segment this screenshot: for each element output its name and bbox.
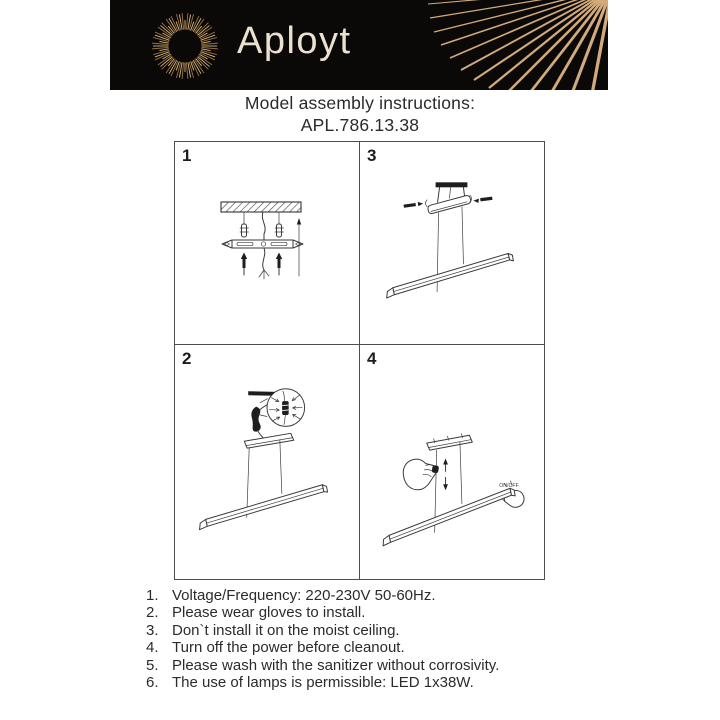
instruction-item (146, 604, 596, 621)
item-number: 4. (146, 639, 159, 657)
step-3-drawing (360, 142, 544, 344)
assembly-steps-grid (174, 141, 545, 580)
step-number: 2 (182, 349, 192, 368)
step-number: 3 (367, 146, 377, 165)
item-text: The use of lamps is permissible: LED 1x38W. (172, 674, 474, 692)
item-number: 2. (146, 604, 159, 622)
instruction-item (146, 587, 596, 604)
item-text: Voltage/Frequency: 220-230V 50-60Hz. (172, 587, 436, 604)
instruction-item (146, 639, 596, 656)
step-number: 4 (367, 349, 377, 368)
on-off-label: ON/OFF (499, 482, 519, 489)
item-text: Please wear gloves to install. (172, 604, 366, 622)
instruction-item (146, 622, 596, 639)
instruction-item (146, 674, 596, 691)
title-block (0, 92, 720, 136)
item-number: 6. (146, 674, 159, 692)
step-number: 1 (182, 146, 192, 165)
instruction-item (146, 657, 596, 674)
step-4-drawing (360, 345, 544, 579)
item-text: Turn off the power before cleanout. (172, 639, 405, 657)
step-1-panel (175, 142, 360, 345)
page-title: Model assembly instructions: (244, 93, 476, 113)
step-2-panel (175, 345, 360, 579)
item-text: Don`t install it on the moist ceiling. (172, 621, 400, 639)
item-number: 3. (146, 621, 159, 639)
step-3-panel (360, 142, 544, 345)
brand-wordmark: Aployt (237, 20, 352, 62)
banner-graphics (110, 0, 608, 90)
sunburst-logo-icon (152, 13, 218, 79)
corner-rays-icon (428, 0, 608, 90)
model-number: APL.786.13.38 (300, 115, 420, 135)
step-4-panel (360, 345, 544, 579)
instruction-list (146, 587, 596, 691)
item-text: Please wash with the sanitizer without corrosivity. (172, 656, 500, 674)
step-2-drawing (175, 345, 359, 579)
item-number: 5. (146, 656, 159, 674)
step-1-drawing (175, 142, 359, 344)
brand-banner (110, 0, 608, 90)
item-number: 1. (146, 587, 159, 604)
